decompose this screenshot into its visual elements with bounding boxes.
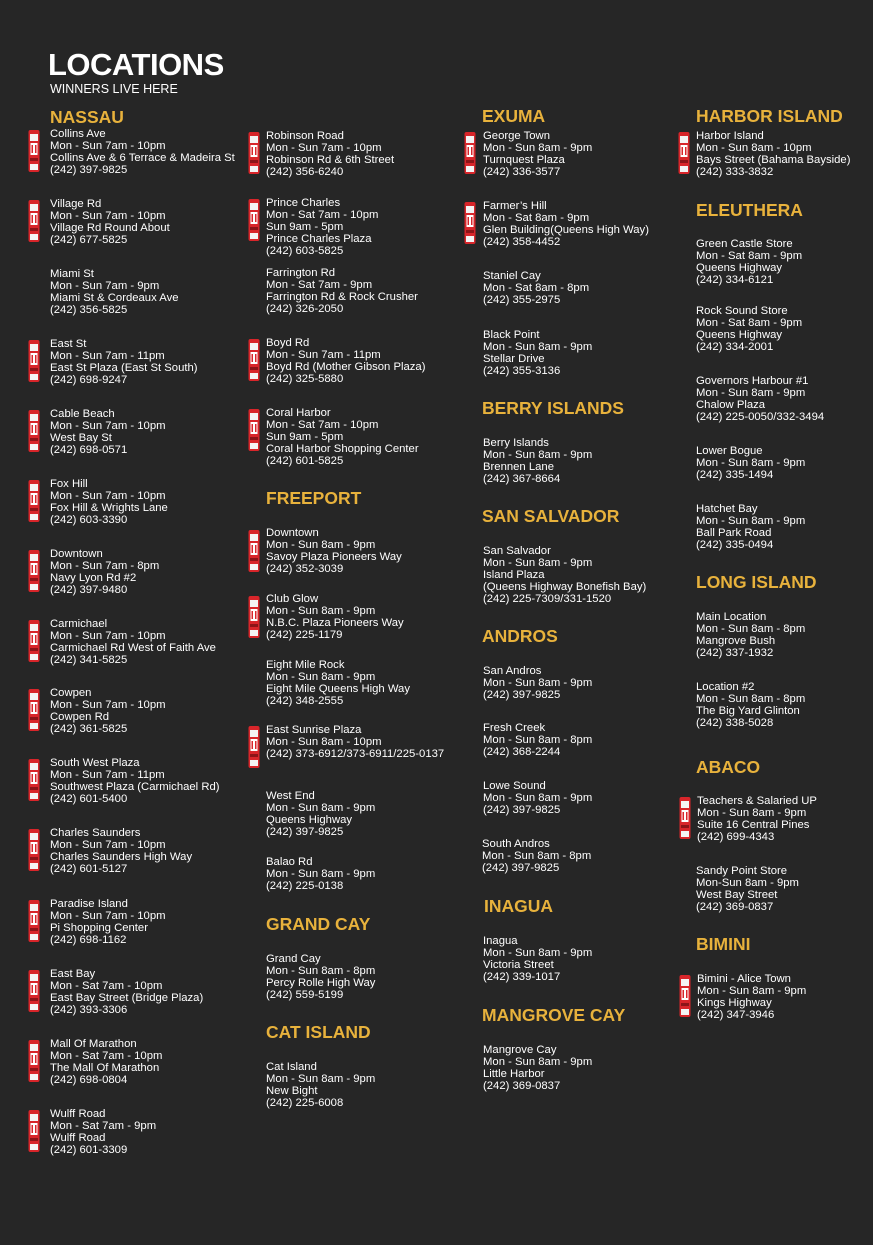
store-detail-line: (242) 335-0494 xyxy=(696,539,774,551)
store-name: Sandy Point Store xyxy=(696,865,788,877)
store-detail-line: (242) 397-9825 xyxy=(50,164,128,176)
store-name: Governors Harbour #1 xyxy=(696,375,809,387)
store-name: Carmichael xyxy=(50,618,108,630)
store-detail-line: Sun 9am - 5pm xyxy=(266,431,344,443)
store-detail-line: (242) 698-0804 xyxy=(50,1074,128,1086)
store-detail-line: Mon - Sat 8am - 8pm xyxy=(483,282,590,294)
store-detail-line: Village Rd Round About xyxy=(50,222,170,234)
store-detail-line: (242) 373-6912/373-6911/225-0137 xyxy=(266,748,445,760)
store-detail-line: (242) 334-2001 xyxy=(696,341,774,353)
store-san-andros xyxy=(483,665,592,701)
store-detail-line: Mon - Sun 8am - 9pm xyxy=(483,341,593,353)
store-west-end xyxy=(266,790,375,838)
store-name: Charles Saunders xyxy=(50,827,141,839)
slot-machine-icon xyxy=(28,688,40,732)
store-detail-line: (242) 368-2244 xyxy=(483,746,561,758)
store-detail-line: (242) 325-5880 xyxy=(266,373,344,385)
store-name: Fresh Creek xyxy=(483,722,546,734)
store-detail-line: Charles Saunders High Way xyxy=(50,851,193,863)
store-detail-line: (242) 397-9825 xyxy=(483,804,561,816)
store-detail-line: Suite 16 Central Pines xyxy=(697,819,810,831)
store-name: Eight Mile Rock xyxy=(266,659,345,671)
store-farmers-hill xyxy=(483,200,649,248)
section-heading-long-island: LONG ISLAND xyxy=(696,572,817,592)
store-detail-line: Mon - Sun 8am - 10pm xyxy=(696,142,812,154)
store-name: Green Castle Store xyxy=(696,238,793,250)
store-detail-line: Mon - Sun 8am - 9pm xyxy=(696,457,806,469)
store-detail-line: Mon - Sun 7am - 10pm xyxy=(50,839,166,851)
store-mall-of-marathon xyxy=(50,1038,162,1086)
store-hatchet-bay xyxy=(696,503,805,551)
store-detail-line: (242) 335-1494 xyxy=(696,469,774,481)
store-name: Paradise Island xyxy=(50,898,128,910)
store-detail-line: Mon - Sun 8am - 9pm xyxy=(483,947,593,959)
store-name: Club Glow xyxy=(266,593,319,605)
store-detail-line: Mon - Sat 8am - 9pm xyxy=(696,250,803,262)
slot-machine-icon xyxy=(28,339,40,383)
store-detail-line: (242) 601-5400 xyxy=(50,793,128,805)
store-detail-line: Little Harbor xyxy=(483,1068,545,1080)
store-governors-harbour xyxy=(696,375,824,423)
store-detail-line: Mon - Sat 8am - 9pm xyxy=(483,212,590,224)
slot-machine-icon xyxy=(28,619,40,663)
store-carmichael xyxy=(50,618,216,666)
store-farrington-rd xyxy=(266,267,418,315)
store-charles-saunders xyxy=(50,827,192,875)
slot-machine-icon xyxy=(679,796,691,840)
store-detail-line: Mon - Sun 8am - 9pm xyxy=(696,387,806,399)
store-detail-line: Boyd Rd (Mother Gibson Plaza) xyxy=(266,361,426,373)
store-detail-line: Queens Highway xyxy=(696,262,783,274)
store-detail-line: Savoy Plaza Pioneers Way xyxy=(266,551,402,563)
store-detail-line: Mon - Sat 8am - 9pm xyxy=(696,317,803,329)
store-detail-line: (242) 356-5825 xyxy=(50,304,128,316)
store-detail-line: (242) 225-6008 xyxy=(266,1097,344,1109)
store-name: George Town xyxy=(483,130,550,142)
store-detail-line: West Bay St xyxy=(50,432,112,444)
store-detail-line: Queens Highway xyxy=(266,814,353,826)
store-name: Lowe Sound xyxy=(483,780,546,792)
store-name: Location #2 xyxy=(696,681,755,693)
store-east-bay xyxy=(50,968,203,1016)
store-name: Balao Rd xyxy=(266,856,313,868)
store-detail-line: Mon - Sat 7am - 10pm xyxy=(266,419,379,431)
store-detail-line: (242) 393-3306 xyxy=(50,1004,128,1016)
store-name: Prince Charles xyxy=(266,197,341,209)
store-detail-line: Mon - Sun 7am - 9pm xyxy=(50,280,160,292)
store-name: Mangrove Cay xyxy=(483,1044,557,1056)
store-detail-line: (242) 339-1017 xyxy=(483,971,561,983)
store-san-salvador xyxy=(483,545,646,605)
store-name: San Salvador xyxy=(483,545,551,557)
store-bimini-alice-town xyxy=(697,973,806,1021)
store-teachers-salaried xyxy=(697,795,817,843)
store-detail-line: Mon - Sun 8am - 9pm xyxy=(266,1073,376,1085)
store-detail-line: Mon - Sun 8am - 9pm xyxy=(483,557,593,569)
store-coral-harbor xyxy=(266,407,419,467)
store-detail-line: Prince Charles Plaza xyxy=(266,233,372,245)
store-prince-charles xyxy=(266,197,378,257)
store-detail-line: Robinson Rd & 6th Street xyxy=(266,154,395,166)
section-heading-mangrove-cay: MANGROVE CAY xyxy=(482,1005,626,1025)
section-heading-grand-cay: GRAND CAY xyxy=(266,914,371,934)
store-south-west-plaza xyxy=(50,757,220,805)
store-detail-line: (242) 699-4343 xyxy=(697,831,775,843)
store-detail-line: Mon - Sun 7am - 10pm xyxy=(50,210,166,222)
store-detail-line: Collins Ave & 6 Terrace & Madeira St xyxy=(50,152,235,164)
store-detail-line: West Bay Street xyxy=(696,889,778,901)
section-heading-nassau: NASSAU xyxy=(50,107,124,127)
store-detail-line: (242) 397-9480 xyxy=(50,584,128,596)
store-detail-line: (242) 355-3136 xyxy=(483,365,561,377)
section-heading-cat-island: CAT ISLAND xyxy=(266,1022,371,1042)
store-detail-line: Percy Rolle High Way xyxy=(266,977,376,989)
store-detail-line: Sun 9am - 5pm xyxy=(266,221,344,233)
store-detail-line: Brennen Lane xyxy=(483,461,554,473)
store-east-st xyxy=(50,338,198,386)
store-detail-line: Stellar Drive xyxy=(483,353,545,365)
store-name: South Andros xyxy=(482,838,550,850)
store-detail-line: Pi Shopping Center xyxy=(50,922,148,934)
store-detail-line: Queens Highway xyxy=(696,329,783,341)
slot-machine-icon xyxy=(28,828,40,872)
slot-machine-icon xyxy=(248,408,260,452)
store-detail-line: Mon - Sun 7am - 10pm xyxy=(50,699,166,711)
store-detail-line: (242) 225-7309/331-1520 xyxy=(483,593,612,605)
store-downtown-freeport xyxy=(266,527,402,575)
store-detail-line: (242) 601-5127 xyxy=(50,863,128,875)
store-name: Bimini - Alice Town xyxy=(697,973,791,985)
store-harbor-island xyxy=(696,130,850,178)
store-fresh-creek xyxy=(483,722,592,758)
store-name: Teachers & Salaried UP xyxy=(697,795,817,807)
store-detail-line: (242) 397-9825 xyxy=(483,689,561,701)
store-name: Farmer’s Hill xyxy=(483,200,547,212)
section-heading-san-salvador: SAN SALVADOR xyxy=(482,506,620,526)
store-name: Cowpen xyxy=(50,687,92,699)
slot-machine-icon xyxy=(679,974,691,1018)
store-detail-line: Bays Street (Bahama Bayside) xyxy=(696,154,851,166)
store-detail-line: (242) 358-4452 xyxy=(483,236,561,248)
store-robinson-road xyxy=(266,130,394,178)
store-detail-line: Kings Highway xyxy=(697,997,772,1009)
slot-machine-icon xyxy=(248,131,260,175)
store-downtown-nassau xyxy=(50,548,159,596)
slot-machine-icon xyxy=(28,479,40,523)
store-detail-line: (242) 334-6121 xyxy=(696,274,774,286)
page-title: LOCATIONS xyxy=(48,47,224,82)
store-name: Main Location xyxy=(696,611,767,623)
store-cable-beach xyxy=(50,408,166,456)
store-detail-line: Mon - Sun 8am - 9pm xyxy=(266,605,376,617)
slot-machine-icon xyxy=(464,131,476,175)
slot-machine-icon xyxy=(248,725,260,769)
store-detail-line: Mon - Sun 8am - 9pm xyxy=(266,671,376,683)
store-name: Inagua xyxy=(483,935,518,947)
store-detail-line: (242) 603-5825 xyxy=(266,245,344,257)
store-detail-line: Mon - Sat 7am - 9pm xyxy=(50,1120,157,1132)
store-name: Harbor Island xyxy=(696,130,764,142)
store-detail-line: (242) 355-2975 xyxy=(483,294,561,306)
section-heading-exuma: EXUMA xyxy=(482,106,546,126)
store-detail-line: Carmichael Rd West of Faith Ave xyxy=(50,642,216,654)
store-name: Black Point xyxy=(483,329,540,341)
store-fox-hill xyxy=(50,478,168,526)
store-inagua xyxy=(483,935,592,983)
store-name: San Andros xyxy=(483,665,542,677)
store-berry-islands xyxy=(483,437,592,485)
section-heading-eleuthera: ELEUTHERA xyxy=(696,200,803,220)
store-name: Cat Island xyxy=(266,1061,317,1073)
store-detail-line: Turnquest Plaza xyxy=(483,154,565,166)
store-name: Wulff Road xyxy=(50,1108,106,1120)
slot-machine-icon xyxy=(28,549,40,593)
store-detail-line: Cowpen Rd xyxy=(50,711,110,723)
store-detail-line: Mon - Sun 8am - 9pm xyxy=(697,985,807,997)
store-detail-line: (242) 397-9825 xyxy=(482,862,560,874)
store-detail-line: (242) 336-3577 xyxy=(483,166,561,178)
store-detail-line: Mon-Sun 8am - 9pm xyxy=(696,877,799,889)
store-detail-line: (242) 225-0050/332-3494 xyxy=(696,411,825,423)
store-detail-line: The Mall Of Marathon xyxy=(50,1062,160,1074)
store-detail-line: Coral Harbor Shopping Center xyxy=(266,443,419,455)
store-detail-line: Mon - Sat 7am - 9pm xyxy=(266,279,373,291)
store-club-glow xyxy=(266,593,404,641)
store-collins-ave xyxy=(50,128,235,176)
store-black-point xyxy=(483,329,592,377)
store-name: Berry Islands xyxy=(483,437,549,449)
slot-machine-icon xyxy=(678,131,690,175)
section-heading-freeport: FREEPORT xyxy=(266,488,362,508)
store-name: South West Plaza xyxy=(50,757,140,769)
store-detail-line: (242) 225-1179 xyxy=(266,629,343,641)
store-south-andros xyxy=(482,838,591,874)
store-name: Farrington Rd xyxy=(266,267,336,279)
store-detail-line: (242) 347-3946 xyxy=(697,1009,775,1021)
store-george-town xyxy=(483,130,592,178)
store-detail-line: Mon - Sun 8am - 8pm xyxy=(483,734,593,746)
store-green-castle-store xyxy=(696,238,802,286)
section-heading-abaco: ABACO xyxy=(696,757,761,777)
store-detail-line: (242) 338-5028 xyxy=(696,717,774,729)
store-detail-line: Navy Lyon Rd #2 xyxy=(50,572,137,584)
store-boyd-rd xyxy=(266,337,425,385)
section-heading-inagua: INAGUA xyxy=(484,896,554,916)
store-detail-line: Glen Building(Queens High Way) xyxy=(483,224,649,236)
store-detail-line: Mon - Sun 7am - 10pm xyxy=(50,630,166,642)
slot-machine-icon xyxy=(248,595,260,639)
store-detail-line: East Bay Street (Bridge Plaza) xyxy=(50,992,204,1004)
store-detail-line: Mon - Sun 8am - 9pm xyxy=(266,802,376,814)
store-detail-line: Mon - Sun 7am - 11pm xyxy=(50,769,165,781)
store-detail-line: (242) 367-8664 xyxy=(483,473,561,485)
store-east-sunrise-plaza xyxy=(266,724,444,760)
store-detail-line: (242) 698-1162 xyxy=(50,934,127,946)
store-detail-line: Mon - Sun 8am - 9pm xyxy=(483,677,593,689)
slot-machine-icon xyxy=(28,409,40,453)
store-detail-line: Mon - Sun 7am - 10pm xyxy=(50,420,166,432)
store-wulff-road xyxy=(50,1108,156,1156)
store-detail-line: Mon - Sun 8am - 9pm xyxy=(266,868,376,880)
store-name: East Bay xyxy=(50,968,96,980)
store-detail-line: (242) 601-3309 xyxy=(50,1144,128,1156)
slot-machine-icon xyxy=(248,338,260,382)
store-detail-line: Mon - Sun 8am - 10pm xyxy=(266,736,382,748)
store-name: East Sunrise Plaza xyxy=(266,724,362,736)
store-detail-line: Mon - Sun 8am - 8pm xyxy=(482,850,592,862)
store-main-location xyxy=(696,611,805,659)
store-detail-line: (242) 369-0837 xyxy=(696,901,774,913)
store-detail-line: (242) 356-6240 xyxy=(266,166,344,178)
store-detail-line: (242) 337-1932 xyxy=(696,647,774,659)
store-detail-line: The Big Yard Glinton xyxy=(696,705,800,717)
store-cat-island xyxy=(266,1061,375,1109)
store-detail-line: Mon - Sun 7am - 10pm xyxy=(50,490,166,502)
store-detail-line: (242) 698-0571 xyxy=(50,444,128,456)
section-heading-bimini: BIMINI xyxy=(696,934,751,954)
store-detail-line: (242) 603-3390 xyxy=(50,514,128,526)
store-name: Cable Beach xyxy=(50,408,115,420)
store-name: Robinson Road xyxy=(266,130,344,142)
slot-machine-icon xyxy=(28,1109,40,1153)
store-detail-line: Eight Mile Queens High Way xyxy=(266,683,410,695)
store-detail-line: Mon - Sun 8am - 9pm xyxy=(483,449,593,461)
store-detail-line: (242) 326-2050 xyxy=(266,303,344,315)
store-detail-line: Mon - Sun 7am - 11pm xyxy=(50,350,165,362)
store-detail-line: (242) 333-3832 xyxy=(696,166,774,178)
store-detail-line: Mon - Sun 7am - 8pm xyxy=(50,560,160,572)
store-detail-line: Mon - Sat 7am - 10pm xyxy=(266,209,379,221)
store-detail-line: Mon - Sun 7am - 10pm xyxy=(50,910,166,922)
store-detail-line: (242) 361-5825 xyxy=(50,723,128,735)
slot-machine-icon xyxy=(248,198,260,242)
store-detail-line: Chalow Plaza xyxy=(696,399,766,411)
store-detail-line: (242) 397-9825 xyxy=(266,826,344,838)
store-detail-line: Mangrove Bush xyxy=(696,635,776,647)
store-lower-bogue xyxy=(696,445,805,481)
store-detail-line: Mon - Sun 7am - 10pm xyxy=(266,142,382,154)
section-heading-andros: ANDROS xyxy=(482,626,558,646)
store-village-rd xyxy=(50,198,170,246)
store-rock-sound-store xyxy=(696,305,802,353)
store-detail-line: (242) 225-0138 xyxy=(266,880,344,892)
store-name: Downtown xyxy=(266,527,319,539)
page-subtitle: WINNERS LIVE HERE xyxy=(50,82,178,96)
store-paradise-island xyxy=(50,898,166,946)
store-name: Mall Of Marathon xyxy=(50,1038,137,1050)
store-name: Rock Sound Store xyxy=(696,305,788,317)
store-name: West End xyxy=(266,790,315,802)
store-name: Downtown xyxy=(50,548,103,560)
store-detail-line: Mon - Sun 8am - 9pm xyxy=(697,807,807,819)
slot-machine-icon xyxy=(28,969,40,1013)
store-eight-mile-rock xyxy=(266,659,410,707)
store-detail-line: Mon - Sun 7am - 10pm xyxy=(50,140,166,152)
store-detail-line: Wulff Road xyxy=(50,1132,106,1144)
store-name: Village Rd xyxy=(50,198,102,210)
slot-machine-icon xyxy=(28,899,40,943)
store-name: Fox Hill xyxy=(50,478,88,490)
store-detail-line: East St Plaza (East St South) xyxy=(50,362,198,374)
store-detail-line: Mon - Sun 8am - 8pm xyxy=(696,623,806,635)
store-sandy-point-store xyxy=(696,865,799,913)
store-detail-line: (242) 601-5825 xyxy=(266,455,344,467)
store-mangrove-cay xyxy=(483,1044,592,1092)
store-miami-st xyxy=(50,268,179,316)
store-detail-line: Mon - Sat 7am - 10pm xyxy=(50,1050,163,1062)
slot-machine-icon xyxy=(28,129,40,173)
store-name: Grand Cay xyxy=(266,953,321,965)
store-name: Coral Harbor xyxy=(266,407,331,419)
store-detail-line: (Queens Highway Bonefish Bay) xyxy=(483,581,647,593)
store-detail-line: Mon - Sun 8am - 9pm xyxy=(483,142,593,154)
store-detail-line: (242) 348-2555 xyxy=(266,695,344,707)
store-detail-line: (242) 677-5825 xyxy=(50,234,128,246)
store-name: Miami St xyxy=(50,268,94,280)
store-detail-line: Farrington Rd & Rock Crusher xyxy=(266,291,418,303)
store-name: East St xyxy=(50,338,87,350)
store-detail-line: (242) 352-3039 xyxy=(266,563,344,575)
store-detail-line: Mon - Sun 8am - 9pm xyxy=(266,539,376,551)
slot-machine-icon xyxy=(248,529,260,573)
store-detail-line: (242) 369-0837 xyxy=(483,1080,561,1092)
store-detail-line: Island Plaza xyxy=(483,569,545,581)
store-name: Lower Bogue xyxy=(696,445,763,457)
store-detail-line: N.B.C. Plaza Pioneers Way xyxy=(266,617,404,629)
store-lowe-sound xyxy=(483,780,592,816)
store-name: Hatchet Bay xyxy=(696,503,758,515)
store-detail-line: Miami St & Cordeaux Ave xyxy=(50,292,179,304)
store-balao-rd xyxy=(266,856,375,892)
store-grand-cay xyxy=(266,953,375,1001)
store-detail-line: Mon - Sun 8am - 9pm xyxy=(483,1056,593,1068)
slot-machine-icon xyxy=(464,201,476,245)
store-detail-line: Fox Hill & Wrights Lane xyxy=(50,502,168,514)
section-heading-berry-islands: BERRY ISLANDS xyxy=(482,398,624,418)
store-detail-line: Mon - Sun 8am - 9pm xyxy=(696,515,806,527)
store-name: Staniel Cay xyxy=(483,270,541,282)
store-detail-line: New Bight xyxy=(266,1085,318,1097)
store-detail-line: Southwest Plaza (Carmichael Rd) xyxy=(50,781,220,793)
store-detail-line: (242) 559-5199 xyxy=(266,989,344,1001)
section-heading-harbor-island: HARBOR ISLAND xyxy=(696,106,843,126)
store-name: Boyd Rd xyxy=(266,337,310,349)
store-detail-line: Mon - Sun 7am - 11pm xyxy=(266,349,381,361)
store-detail-line: (242) 341-5825 xyxy=(50,654,128,666)
store-staniel-cay xyxy=(483,270,589,306)
store-detail-line: Mon - Sun 8am - 8pm xyxy=(696,693,806,705)
slot-machine-icon xyxy=(28,1039,40,1083)
store-name: Collins Ave xyxy=(50,128,106,140)
store-location-2 xyxy=(696,681,805,729)
store-detail-line: Ball Park Road xyxy=(696,527,772,539)
store-detail-line: Mon - Sat 7am - 10pm xyxy=(50,980,163,992)
store-detail-line: Mon - Sun 8am - 9pm xyxy=(483,792,593,804)
store-cowpen xyxy=(50,687,166,735)
store-detail-line: Mon - Sun 8am - 8pm xyxy=(266,965,376,977)
store-detail-line: Victoria Street xyxy=(483,959,554,971)
store-detail-line: (242) 698-9247 xyxy=(50,374,128,386)
slot-machine-icon xyxy=(28,758,40,802)
slot-machine-icon xyxy=(28,199,40,243)
